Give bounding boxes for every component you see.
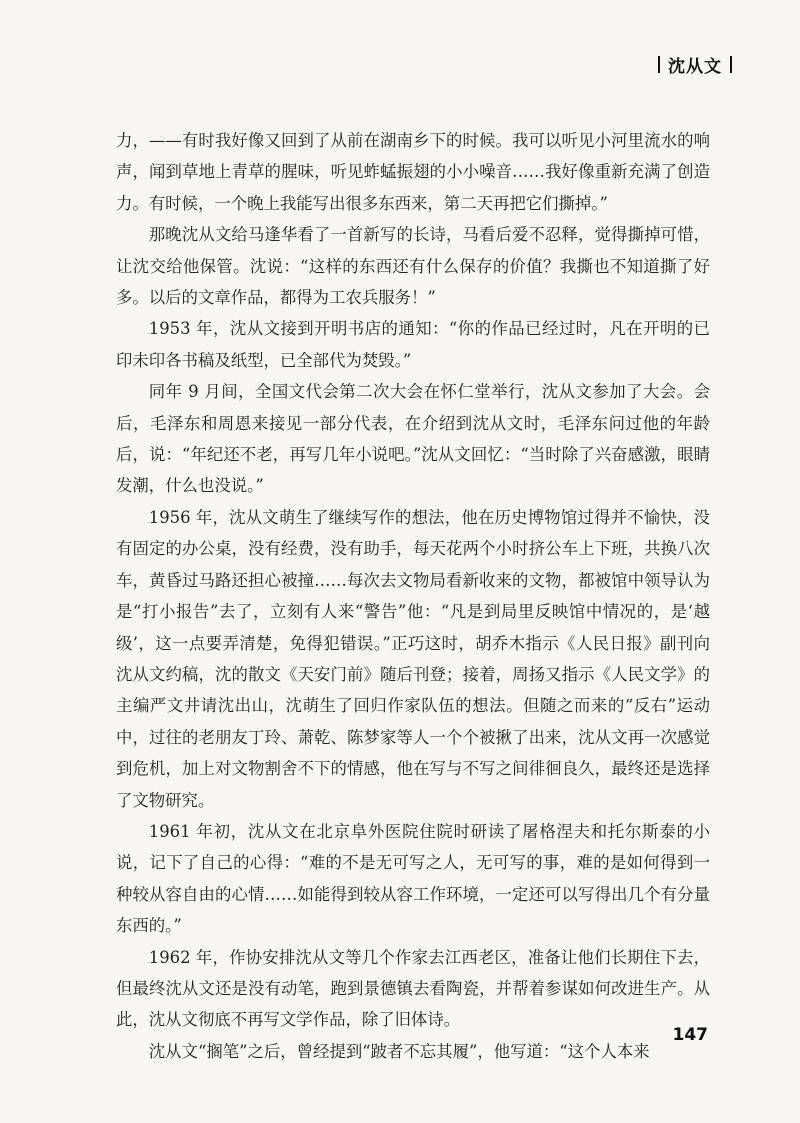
- right-divider-bar: [730, 56, 732, 73]
- page-number: 147: [672, 1025, 708, 1045]
- paragraph-1962: 1962 年，作协安排沈从文等几个作家去江西老区，准备让他们长期住下去，但最终沈从文还是没有动笔，跑到景德镇去看陶瓷，并帮着参谋如何改进生产。从此，沈从文彻底不再写文学作品，除了旧体诗。: [116, 947, 710, 1030]
- running-head: [658, 52, 732, 77]
- paragraph-ma-fenghua: 那晚沈从文给马逢华看了一首新写的长诗，马看后爱不忍释，觉得撕掉可惜，让沈交给他保管。沈说：“这样的东西还有什么保存的价值？我撕也不知道撕了好多。以后的文章作品，都得为工农兵服务！”: [116, 225, 710, 308]
- running-head-title: 沈从文: [668, 57, 722, 77]
- paragraph-last: 沈从文“搁笔”之后，曾经提到“跛者不忘其履”，他写道：“这个人本来: [148, 1041, 650, 1061]
- paragraph-1956: 1956 年，沈从文萌生了继续写作的想法，他在历史博物馆过得并不愉快，没有固定的办公桌，没有经费，没有助手，每天花两个小时挤公车上下班，共换八次车，黄昏过马路还担心被撞……每次去文物局看新收来的文物，都被馆中领导认为是“打小报告”去了，立刻有人来“警告”他：“凡是到局里反映馆中情况的，是‘越级’，这一点要弄清楚，免得犯错误。”正巧这时，胡乔木指示《人民日报》副刊向沈从文约稿，沈的散文《天安门前》随后刊登；接着，周扬又指示《人民文学》的主编严文井请沈出山，沈萌生了回归作家队伍的想法。但随之而来的“反右”运动中，过往的老朋友丁玲、萧乾、陈梦家等人一个个被揪了出来，沈从文再一次感觉到危机，加上对文物割舍不下的情感，他在写与不写之间徘徊良久，最终还是选择了文物研究。: [116, 507, 710, 810]
- left-divider-bar: [658, 56, 660, 73]
- paragraph-congress: 同年 9 月间，全国文代会第二次大会在怀仁堂举行，沈从文参加了大会。会后，毛泽东和周恩来接见一部分代表，在介绍到沈从文时，毛泽东问过他的年龄后，说：“年纪还不老，再写几年小说吧。”沈从文回忆：“当时除了兴奋感激，眼睛发潮，什么也没说。”: [116, 382, 710, 496]
- body-text: [116, 125, 710, 1067]
- paragraph-continued: 力，——有时我好像又回到了从前在湖南乡下的时候。我可以听见小河里流水的响声，闻到草地上青草的腥味，听见蚱蜢振翅的小小噪音……我好像重新充满了创造力。有时候，一个晚上我能写出很多东西来，第二天再把它们撕掉。”: [116, 131, 710, 213]
- paragraph-1953: 1953 年，沈从文接到开明书店的通知：“你的作品已经过时，凡在开明的已印未印各书稿及纸型，已全部代为焚毁。”: [116, 319, 710, 370]
- paragraph-1961: 1961 年初，沈从文在北京阜外医院住院时研读了屠格涅夫和托尔斯泰的小说，记下了自己的心得：“难的不是无可写之人，无可写的事，难的是如何得到一种较从容自由的心情……如能得到较从容工作环境，一定还可以写得出几个有分量东西的。”: [116, 821, 710, 936]
